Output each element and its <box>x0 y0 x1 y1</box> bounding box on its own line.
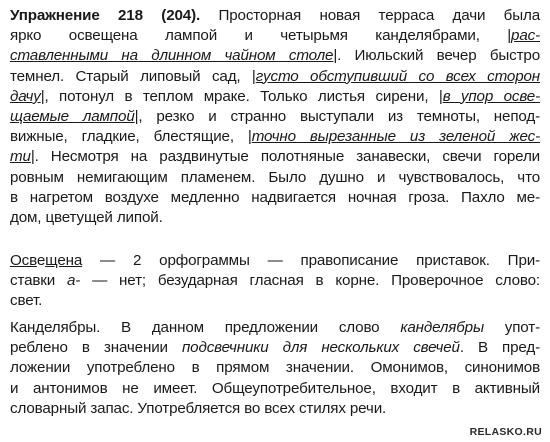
text-run: Осв <box>10 252 37 269</box>
text-run: дом, цветущей липой. <box>10 208 163 226</box>
text-line <box>10 107 540 127</box>
text-line <box>10 188 540 208</box>
text-run: рас- <box>511 27 540 45</box>
text-line <box>10 399 540 419</box>
text-run: е <box>36 252 46 269</box>
text-run: |. Несмотря на раздвинутые полотняные занавески, свечи горели <box>30 148 540 166</box>
text-run: в нагретом воздухе медленно надвигается ночная гроза. Пахло ме- <box>10 188 540 206</box>
text-run: ровным немигающим пламенем. Было душно и чувствовалось, что <box>10 168 540 186</box>
text-line <box>10 291 540 311</box>
text-run: подсвечники для нескольких свечей <box>181 339 460 357</box>
text-run: Упражнение 218 (204). <box>10 7 201 24</box>
text-line <box>10 379 540 399</box>
text-line <box>10 87 540 107</box>
text-run: — 2 орфограммы — правописание приставок. При- <box>82 252 540 269</box>
watermark: RELASKO.RU <box>469 426 542 438</box>
text-line <box>10 46 540 66</box>
text-line <box>10 358 540 378</box>
text-run: ставки <box>10 272 68 290</box>
text-run: а- <box>67 272 81 290</box>
text-run: щена <box>45 252 83 269</box>
text-run: Канделябры. В данном предложении слово <box>10 319 401 336</box>
text-run: ярко освещена лампой и четырьмя канделябрами, | <box>10 27 512 45</box>
text-line <box>10 251 540 271</box>
text-line <box>10 168 540 188</box>
text-run: ставленными на длинном чайном столе <box>10 47 334 65</box>
text-run: ложении употреблено в прямом значении. Омонимов, синонимов <box>10 359 540 377</box>
text-run: . В пред- <box>459 339 540 357</box>
text-run: |. Июльский вечер быстро <box>333 47 540 65</box>
text-run: в упор осве- <box>442 87 540 105</box>
text-line <box>10 318 540 338</box>
text-run: |, потонул в теплом мраке. Только листья сирени, | <box>40 87 443 105</box>
text-line <box>10 208 540 228</box>
text-run: густо обступивший со всех сторон <box>255 67 540 85</box>
text-run: упот- <box>483 319 540 336</box>
text-run: свет. <box>10 292 43 310</box>
text-run: Просторная новая терраса дачи была <box>200 7 541 24</box>
spelling-note <box>10 251 540 312</box>
text-run: — нет; безударная гласная в корне. Проверочное слово: <box>80 272 540 290</box>
text-run: вижные, гладкие, блестящие, | <box>10 128 252 146</box>
text-run: словарный запас. Употребляется во всех стилях речи. <box>10 399 387 417</box>
text-line <box>10 338 540 358</box>
text-line <box>10 6 540 26</box>
text-line <box>10 26 540 46</box>
word-analysis-note <box>10 318 540 419</box>
text-run: канделябры <box>400 319 484 336</box>
text-run: и антонимов не имеет. Общеупотребительное, входит в активный <box>10 379 540 397</box>
text-run: щаемые лампой <box>10 107 135 125</box>
text-line <box>10 127 540 147</box>
text-run: дачу <box>10 87 41 105</box>
text-run: темнел. Старый липовый сад, | <box>10 67 256 85</box>
text-line <box>10 271 540 291</box>
text-line <box>10 67 540 87</box>
text-run: |, резко и странно выступали из темноты, непод- <box>134 107 540 125</box>
text-run: реблено в значении <box>10 339 182 357</box>
text-run: ти <box>10 148 31 166</box>
text-run: точно вырезанные из зеленой жес- <box>251 128 540 146</box>
exercise-text <box>10 6 540 228</box>
text-line <box>10 147 540 167</box>
